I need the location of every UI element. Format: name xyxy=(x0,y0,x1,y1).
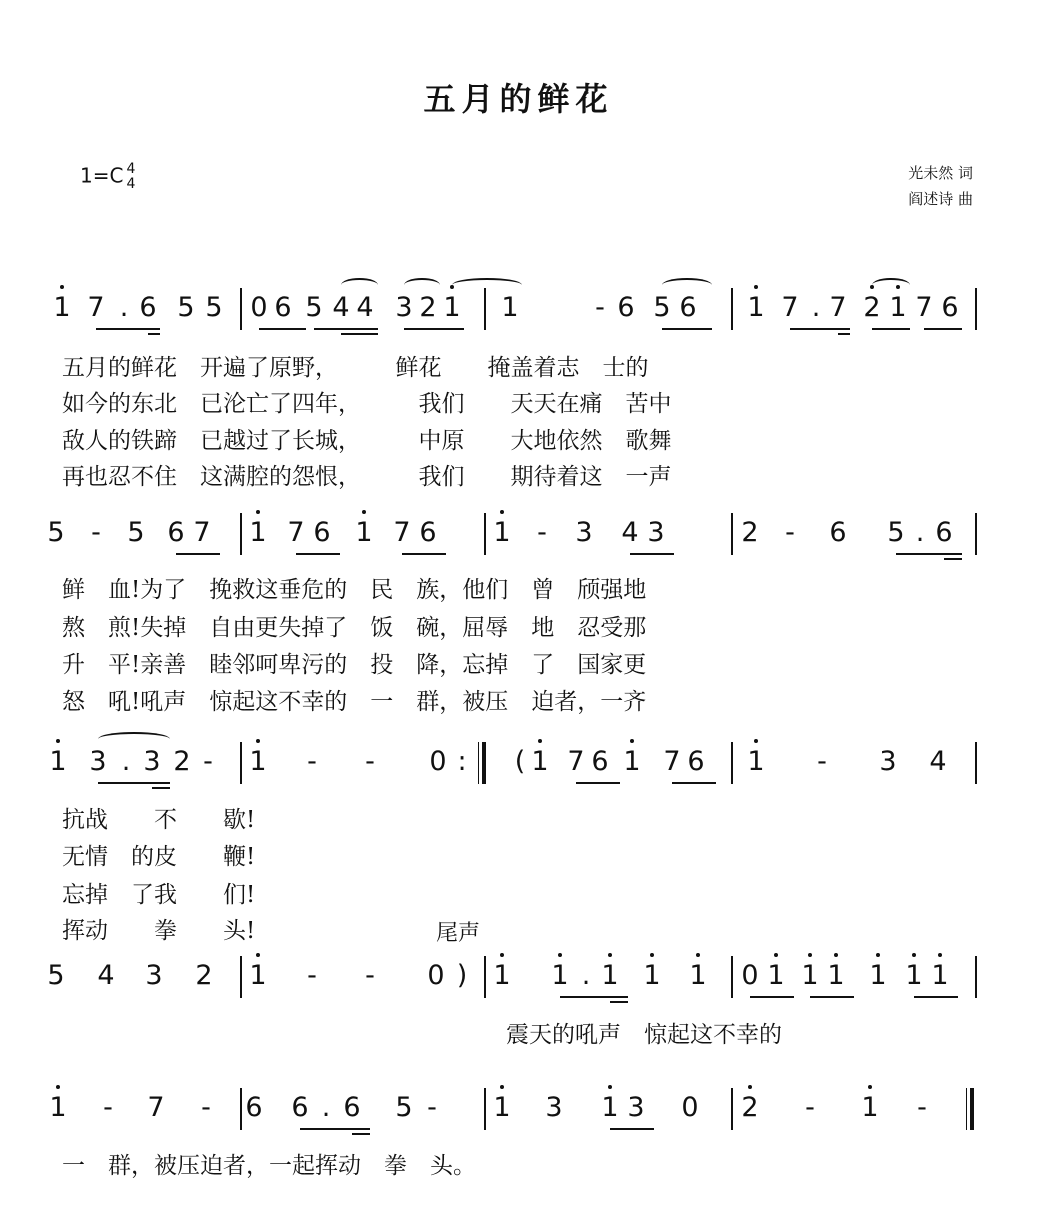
note-glyph: 7 xyxy=(567,746,585,777)
notation-row-3 xyxy=(0,734,1037,790)
note-glyph: 6 xyxy=(313,517,331,548)
note-glyph: 1 xyxy=(764,962,788,990)
barline xyxy=(484,288,486,330)
note-glyph: 6 xyxy=(829,517,847,548)
song-title: 五月的鲜花 xyxy=(423,80,614,118)
barline xyxy=(240,742,242,784)
note-glyph: 0 xyxy=(427,960,445,991)
octave-dot xyxy=(60,285,64,289)
octave-dot xyxy=(256,739,260,743)
composer: 阎述诗 曲 xyxy=(908,190,973,208)
note-glyph: 7 xyxy=(193,517,211,548)
note-glyph: . xyxy=(915,517,925,548)
note-glyph: 1 xyxy=(490,1094,514,1122)
octave-dot xyxy=(876,953,880,957)
notation-row-5 xyxy=(0,1080,1037,1136)
note-glyph: 4 xyxy=(97,960,115,991)
note-glyph: . xyxy=(581,960,591,991)
note-glyph: 1 xyxy=(50,294,74,322)
note-glyph: 7 xyxy=(829,292,847,323)
notation-row-2 xyxy=(0,505,1037,561)
note-glyph: 1 xyxy=(686,962,710,990)
barline xyxy=(240,288,242,330)
slur-arc xyxy=(452,278,522,292)
octave-dot xyxy=(754,285,758,289)
note-glyph: 1 xyxy=(246,519,270,547)
note-glyph: 6 xyxy=(139,292,157,323)
octave-dot xyxy=(608,1085,612,1089)
octave-dot xyxy=(630,739,634,743)
note-glyph: 0 xyxy=(681,1092,699,1123)
beam-line-double xyxy=(341,333,378,335)
beam-line-double xyxy=(352,1133,370,1135)
note-glyph: 5 xyxy=(47,517,65,548)
note-glyph: 5 xyxy=(395,1092,413,1123)
repeat-end-barline xyxy=(478,742,486,784)
note-glyph: 5 xyxy=(177,292,195,323)
octave-dot xyxy=(608,953,612,957)
barline xyxy=(975,288,977,330)
barline xyxy=(975,742,977,784)
note-glyph: ( xyxy=(514,746,526,777)
barline xyxy=(975,513,977,555)
barline xyxy=(975,956,977,998)
barline xyxy=(240,1088,242,1130)
note-glyph: 5 xyxy=(205,292,223,323)
octave-dot xyxy=(754,739,758,743)
octave-dot xyxy=(56,739,60,743)
note-glyph: 3 xyxy=(627,1092,645,1123)
note-glyph: 3 xyxy=(647,517,665,548)
note-glyph: 6 xyxy=(941,292,959,323)
note-glyph: 1 xyxy=(598,1094,622,1122)
octave-dot xyxy=(56,1085,60,1089)
octave-dot xyxy=(558,953,562,957)
beam-line xyxy=(810,996,854,998)
note-glyph: - xyxy=(427,1092,437,1123)
note-glyph: 5 xyxy=(887,517,905,548)
note-glyph: - xyxy=(307,960,317,991)
note-glyph: 1 xyxy=(46,748,70,776)
note-glyph: 1 xyxy=(744,294,768,322)
lyrics-line-1c: 敌人的铁蹄 已越过了长城， 中原 大地依然 歌舞 xyxy=(62,428,672,454)
beam-line xyxy=(402,553,446,555)
beam-line xyxy=(576,782,620,784)
barline xyxy=(484,1088,486,1130)
note-glyph: - xyxy=(365,746,375,777)
note-glyph: 6 xyxy=(343,1092,361,1123)
lyrics-line-3a: 抗战 不 歇! xyxy=(62,807,256,833)
beam-line xyxy=(96,328,160,330)
lyrics-line-1b: 如今的东北 已沦亡了四年， 我们 天天在痛 苦中 xyxy=(62,391,672,417)
octave-dot xyxy=(256,953,260,957)
octave-dot xyxy=(774,953,778,957)
note-glyph: 3 xyxy=(145,960,163,991)
barline xyxy=(484,513,486,555)
note-glyph: 1 xyxy=(824,962,848,990)
notation-row-4 xyxy=(0,948,1037,1004)
note-glyph: 1 xyxy=(744,748,768,776)
note-glyph: 6 xyxy=(687,746,705,777)
beam-line-double xyxy=(944,558,962,560)
beam-line xyxy=(314,328,378,330)
beam-line xyxy=(300,1128,370,1130)
note-glyph: 1 xyxy=(886,294,910,322)
note-glyph: . xyxy=(119,292,129,323)
barline xyxy=(731,956,733,998)
beam-line xyxy=(98,782,170,784)
note-glyph: 1 xyxy=(928,962,952,990)
note-glyph: 3 xyxy=(395,292,413,323)
note-glyph: 7 xyxy=(393,517,411,548)
note-glyph: 1 xyxy=(46,1094,70,1122)
note-glyph: 5 xyxy=(127,517,145,548)
note-glyph: 1 xyxy=(440,294,464,322)
note-glyph: 1 xyxy=(798,962,822,990)
note-glyph: 6 xyxy=(274,292,292,323)
note-glyph: 1 xyxy=(620,748,644,776)
key-signature: 1=C 4 4 xyxy=(80,161,136,192)
barline xyxy=(731,1088,733,1130)
coda-lyrics-2: 一 群，被压迫者，一起挥动 拳 头。 xyxy=(62,1153,476,1179)
octave-dot xyxy=(362,510,366,514)
note-glyph: - xyxy=(817,746,827,777)
octave-dot xyxy=(696,953,700,957)
barline xyxy=(731,513,733,555)
barline xyxy=(240,513,242,555)
slur-arc xyxy=(872,278,910,292)
lyricist: 光未然 词 xyxy=(908,164,973,182)
beam-line xyxy=(296,553,340,555)
note-glyph: 1 xyxy=(866,962,890,990)
note-glyph: 7 xyxy=(147,1092,165,1123)
note-glyph: 1 xyxy=(598,962,622,990)
lyrics-line-2b: 熬 煎!失掉 自由更失掉了 饭 碗，屈辱 地 忍受那 xyxy=(62,615,647,641)
note-glyph: 1 xyxy=(640,962,664,990)
octave-dot xyxy=(834,953,838,957)
note-glyph: 2 xyxy=(173,746,191,777)
note-glyph: 4 xyxy=(356,292,374,323)
octave-dot xyxy=(500,1085,504,1089)
note-glyph: 3 xyxy=(879,746,897,777)
beam-line xyxy=(750,996,794,998)
note-glyph: - xyxy=(917,1092,927,1123)
octave-dot xyxy=(748,1085,752,1089)
coda-lyrics-1: 震天的吼声 惊起这不幸的 xyxy=(506,1022,782,1048)
octave-dot xyxy=(500,953,504,957)
note-glyph: 3 xyxy=(89,746,107,777)
octave-dot xyxy=(912,953,916,957)
note-glyph: 1 xyxy=(501,292,519,323)
note-glyph: 1 xyxy=(902,962,926,990)
note-glyph: 2 xyxy=(738,1094,762,1122)
note-glyph: . xyxy=(321,1092,331,1123)
note-glyph: - xyxy=(307,746,317,777)
note-glyph: 3 xyxy=(143,746,161,777)
note-glyph: 1 xyxy=(246,962,270,990)
note-glyph: 6 xyxy=(591,746,609,777)
barline xyxy=(731,288,733,330)
time-signature: 4 4 xyxy=(126,161,136,192)
barline xyxy=(484,956,486,998)
slur-arc xyxy=(341,278,378,292)
beam-line xyxy=(790,328,850,330)
note-glyph: 5 xyxy=(305,292,323,323)
octave-dot xyxy=(500,510,504,514)
note-glyph: 1 xyxy=(528,748,552,776)
note-glyph: - xyxy=(537,517,547,548)
note-glyph: 6 xyxy=(617,292,635,323)
lyrics-line-3d: 挥动 拳 头! xyxy=(62,918,256,944)
note-glyph: 6 xyxy=(245,1092,263,1123)
note-glyph: 6 xyxy=(167,517,185,548)
note-glyph: 2 xyxy=(195,960,213,991)
note-glyph: - xyxy=(203,746,213,777)
lyrics-line-3c: 忘掉 了我 们! xyxy=(62,882,256,908)
note-glyph: 7 xyxy=(781,292,799,323)
beam-line-double xyxy=(838,333,850,335)
note-glyph: - xyxy=(805,1092,815,1123)
beam-line xyxy=(924,328,962,330)
octave-dot xyxy=(256,510,260,514)
note-glyph: - xyxy=(365,960,375,991)
beam-line xyxy=(672,782,716,784)
note-glyph: 3 xyxy=(545,1092,563,1123)
note-glyph: 7 xyxy=(663,746,681,777)
beam-line xyxy=(662,328,712,330)
slur-arc xyxy=(404,278,440,292)
beam-line-double xyxy=(610,1001,628,1003)
octave-dot xyxy=(650,953,654,957)
lyrics-line-2c: 升 平!亲善 睦邻呵卑污的 投 降，忘掉 了 国家更 xyxy=(62,652,647,678)
barline xyxy=(240,956,242,998)
lyrics-line-3b: 无情 的皮 鞭! xyxy=(62,844,256,870)
note-glyph: 2 xyxy=(419,292,437,323)
beam-line xyxy=(872,328,910,330)
lyrics-line-2d: 怒 吼!吼声 惊起这不幸的 一 群，被压 迫者，一齐 xyxy=(62,689,647,715)
note-glyph: - xyxy=(785,517,795,548)
beam-line xyxy=(630,553,674,555)
note-glyph: 1 xyxy=(246,748,270,776)
octave-dot xyxy=(538,739,542,743)
beam-line xyxy=(404,328,464,330)
slur-arc xyxy=(662,278,712,292)
beam-line xyxy=(259,328,306,330)
note-glyph: 4 xyxy=(621,517,639,548)
note-glyph: - xyxy=(103,1092,113,1123)
note-glyph: 0 xyxy=(429,746,447,777)
barline xyxy=(731,742,733,784)
beam-line xyxy=(914,996,958,998)
note-glyph: 1 xyxy=(858,1094,882,1122)
note-glyph: 6 xyxy=(679,292,697,323)
note-glyph: 1 xyxy=(548,962,572,990)
note-glyph: 0 xyxy=(250,292,268,323)
note-glyph: 4 xyxy=(332,292,350,323)
octave-dot xyxy=(938,953,942,957)
lyrics-line-2a: 鲜 血!为了 挽救这垂危的 民 族，他们 曾 颀强地 xyxy=(62,577,647,603)
note-glyph: 6 xyxy=(935,517,953,548)
coda-label: 尾声 xyxy=(436,921,481,946)
lyrics-line-1d: 再也忍不住 这满腔的怨恨， 我们 期待着这 一声 xyxy=(62,464,672,490)
note-glyph: 1 xyxy=(490,962,514,990)
final-barline xyxy=(966,1088,974,1130)
credits xyxy=(908,160,973,212)
note-glyph: - xyxy=(201,1092,211,1123)
octave-dot xyxy=(868,1085,872,1089)
note-glyph: 2 xyxy=(741,517,759,548)
beam-line-double xyxy=(152,787,170,789)
beam-line xyxy=(896,553,962,555)
notation-row-1 xyxy=(0,280,1037,336)
beam-line xyxy=(560,996,628,998)
note-glyph: 2 xyxy=(860,294,884,322)
note-glyph: 7 xyxy=(87,292,105,323)
note-glyph: 7 xyxy=(287,517,305,548)
note-glyph: - xyxy=(91,517,101,548)
note-glyph: 7 xyxy=(915,292,933,323)
note-glyph: 0 xyxy=(741,960,759,991)
note-glyph: - xyxy=(595,292,605,323)
note-glyph: 1 xyxy=(490,519,514,547)
lyrics-line-1a: 五月的鲜花 开遍了原野， 鲜花 掩盖着志 士的 xyxy=(62,355,649,381)
note-glyph: 3 xyxy=(575,517,593,548)
beam-line-double xyxy=(148,333,160,335)
note-glyph: ) xyxy=(456,960,468,991)
note-glyph: : xyxy=(457,746,467,777)
beam-line xyxy=(610,1128,654,1130)
note-glyph: 4 xyxy=(929,746,947,777)
slur-arc xyxy=(98,732,170,746)
note-glyph: 1 xyxy=(352,519,376,547)
octave-dot xyxy=(808,953,812,957)
note-glyph: 6 xyxy=(291,1092,309,1123)
note-glyph: . xyxy=(811,292,821,323)
note-glyph: 5 xyxy=(47,960,65,991)
note-glyph: 6 xyxy=(419,517,437,548)
note-glyph: 5 xyxy=(653,292,671,323)
beam-line xyxy=(176,553,220,555)
note-glyph: . xyxy=(121,746,131,777)
